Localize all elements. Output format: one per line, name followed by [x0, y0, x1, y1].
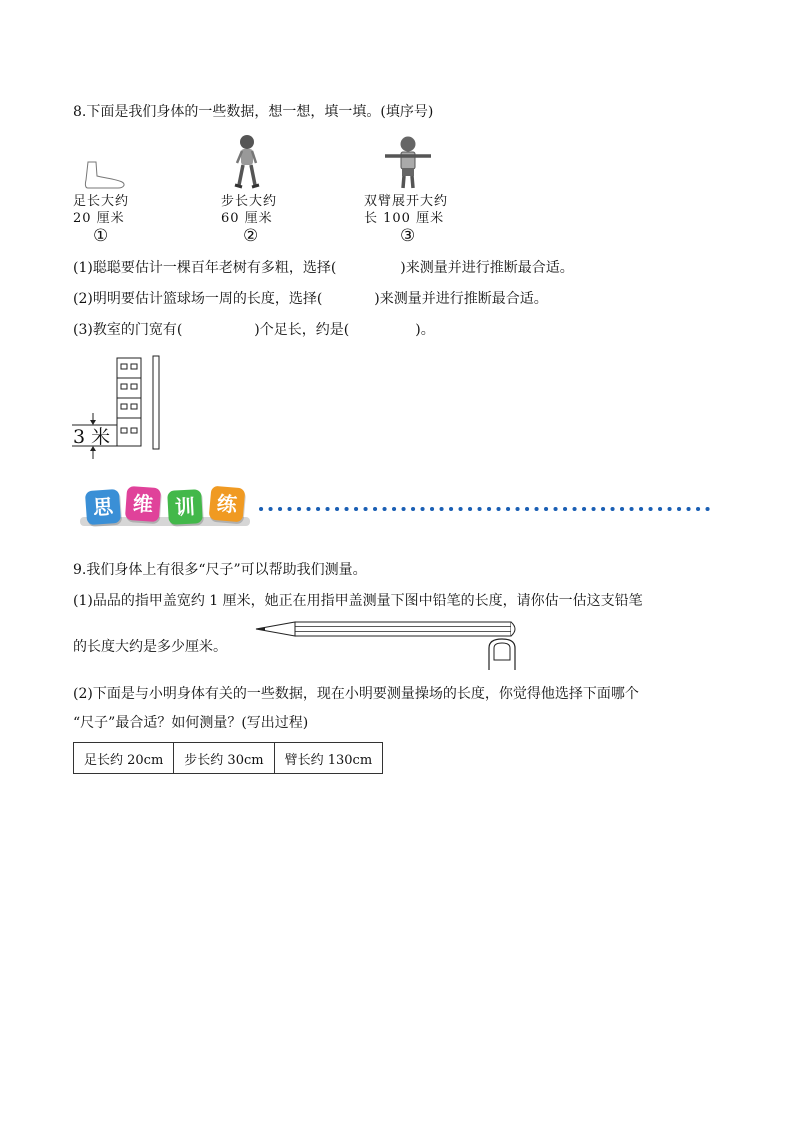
foot-caption: 足长大约 20 厘米 [73, 194, 130, 226]
q8-title: 8.下面是我们身体的一些数据，想一想，填一填。(填序号) [73, 104, 434, 120]
figure-label: 3 米 [73, 426, 111, 448]
q9-part2-line2: “尺子”最合适？如何测量？(写出过程) [73, 715, 309, 731]
section-header [76, 487, 256, 531]
walking-child-icon [232, 133, 262, 191]
body-ruler-table [73, 742, 383, 774]
pencil-figure [253, 618, 523, 674]
arms-outstretched-child-icon [383, 135, 433, 191]
header-char: 训 [167, 489, 203, 525]
q9-part1-line2: 的长度大约是多少厘米。 [73, 639, 227, 655]
table-row [74, 743, 383, 774]
option-number-3: ③ [400, 226, 416, 246]
arm-caption: 双臂展开大约 长 100 厘米 [364, 194, 449, 226]
foot-icon [82, 160, 128, 190]
header-char: 维 [125, 486, 161, 522]
table-cell: 步长约 30cm [174, 743, 274, 774]
dotted-divider [258, 505, 718, 513]
q9-part2-line1: (2)下面是与小明身体有关的一些数据，现在小明要测量操场的长度，你觉得他选择下面哪个 [73, 686, 639, 702]
q8-sub2: (2)明明要估计篮球场一周的长度，选择( )来测量并进行推断最合适。 [73, 291, 548, 307]
option-number-2: ② [243, 226, 259, 246]
header-char: 练 [209, 486, 246, 523]
step-caption: 步长大约 60 厘米 [221, 194, 278, 226]
q8-sub1: (1)聪聪要估计一棵百年老树有多粗，选择( )来测量并进行推断最合适。 [73, 260, 574, 276]
q9-title: 9.我们身体上有很多“尺子”可以帮助我们测量。 [73, 562, 367, 578]
table-cell: 臂长约 130cm [274, 743, 383, 774]
q9-part1-line1: (1)品品的指甲盖宽约 1 厘米，她正在用指甲盖测量下图中铅笔的长度，请你估一估这支铅笔 [73, 593, 643, 609]
option-number-1: ① [93, 226, 109, 246]
q8-sub3: (3)教室的门宽有( )个足长，约是( )。 [73, 322, 435, 338]
table-cell: 足长约 20cm [74, 743, 174, 774]
header-char: 思 [85, 489, 121, 525]
